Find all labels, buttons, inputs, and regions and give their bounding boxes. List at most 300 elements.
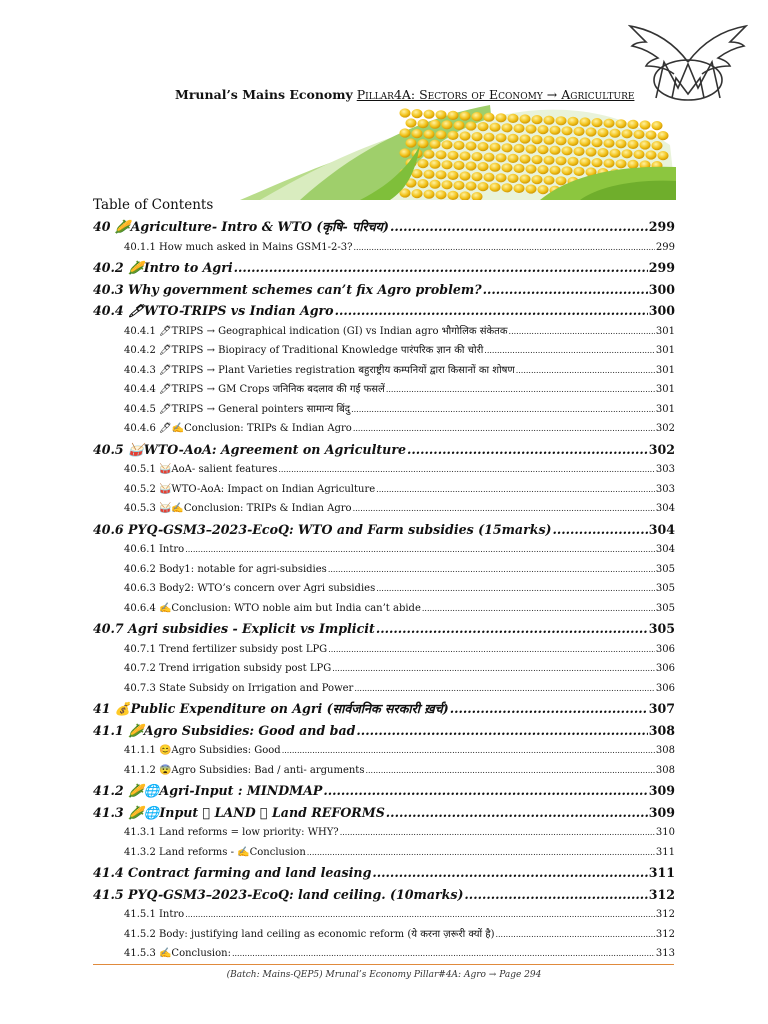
toc-page-number: 301: [655, 325, 675, 337]
toc-page-number: 305: [655, 602, 675, 614]
toc-subentry[interactable]: [93, 419, 675, 439]
corn-kernel: [430, 180, 441, 189]
toc-page-number: 306: [655, 663, 675, 674]
corn-kernel: [430, 160, 441, 169]
toc-entry-label: 40.4.4 🖊TRIPS → GM Crops जनिनिक बदलाव की गई फसलें: [124, 384, 385, 395]
toc-entry-label: 40.6.3 Body2: WTO’s concern over Agri subsidies: [124, 583, 376, 594]
corn-kernel: [568, 157, 579, 166]
toc-subentry[interactable]: [93, 823, 675, 843]
toc-entry-label: 41.5.1 Intro: [124, 909, 185, 920]
toc-subentry[interactable]: [93, 560, 675, 580]
corn-kernel: [448, 151, 459, 160]
corn-kernel: [592, 158, 603, 167]
toc-leader-dots: [328, 640, 655, 660]
corn-kernel: [586, 147, 597, 156]
corn-kernel: [502, 123, 513, 132]
page-header-title: [175, 87, 634, 102]
corn-kernel: [454, 141, 465, 150]
corn-kernel: [616, 139, 627, 148]
toc-entry-label: 40.4.2 🖊TRIPS → Biopiracy of Traditional Knowledge पारंपरिक ज्ञान की चोरी: [124, 345, 484, 356]
toc-entry[interactable]: [93, 802, 675, 824]
toc-entry-label: 40.2 🌽Intro to Agri: [93, 260, 233, 275]
corn-kernel: [604, 159, 615, 168]
toc-page-number: 303: [655, 464, 675, 475]
corn-kernel: [460, 151, 471, 160]
corn-kernel: [538, 185, 549, 194]
toc-leader-dots: [483, 279, 648, 301]
toc-entry[interactable]: [93, 618, 675, 640]
toc-subentry[interactable]: [93, 925, 675, 945]
toc-entry-label: 40.7.2 Trend irrigation subsidy post LPG: [124, 663, 332, 674]
toc-entry-label: 41.5.3 ✍Conclusion:: [124, 948, 231, 959]
toc-leader-dots: [464, 884, 647, 906]
toc-entry-label: 41.1.1 😊Agro Subsidies: Good: [124, 745, 281, 756]
toc-leader-dots: [278, 460, 655, 480]
toc-entry-label: 40.6 PYQ-GSM3–2023-EcoQ: WTO and Farm subsidies (15marks): [93, 521, 552, 537]
corn-kernel: [418, 119, 429, 128]
toc-leader-dots: [484, 341, 655, 361]
corn-kernel: [436, 190, 447, 199]
corn-kernel: [574, 127, 585, 136]
toc-leader-dots: [328, 560, 655, 580]
corn-kernel: [658, 151, 669, 160]
corn-kernel: [520, 174, 531, 183]
toc-entry-label: 41.2 🌽🌐Agri-Input : MINDMAP: [93, 783, 323, 798]
corn-kernel: [658, 131, 669, 140]
toc-page-number: 308: [655, 745, 675, 756]
toc-page-number: 299: [655, 241, 675, 253]
corn-kernel: [448, 191, 459, 200]
corn-kernel: [520, 134, 531, 143]
corn-kernel: [586, 127, 597, 136]
toc-entry-label: 40.5.1 🥁AoA- salient features: [124, 464, 278, 475]
toc-entry-label: 40.6.1 Intro: [124, 544, 185, 555]
corn-kernel: [514, 184, 525, 193]
corn-kernel: [466, 161, 477, 170]
corn-kernel: [520, 154, 531, 163]
corn-kernel: [562, 126, 573, 135]
toc-leader-dots: [335, 300, 648, 322]
corn-kernel: [508, 174, 519, 183]
toc-page-number: 304: [655, 544, 675, 555]
toc-leader-dots: [376, 618, 648, 640]
toc-entry[interactable]: [93, 519, 675, 541]
toc-leader-dots: [340, 823, 655, 843]
corn-kernel: [562, 166, 573, 175]
corn-kernel: [526, 164, 537, 173]
corn-kernel: [604, 139, 615, 148]
toc-subentry[interactable]: [93, 480, 675, 500]
corn-kernel: [454, 121, 465, 130]
corn-kernel: [442, 140, 453, 149]
toc-leader-dots: [307, 843, 655, 863]
corn-kernel: [568, 137, 579, 146]
corn-kernel: [424, 150, 435, 159]
toc-entry-label: 40.7 Agri subsidies - Explicit vs Implicit: [93, 621, 375, 636]
toc-leader-dots: [386, 802, 648, 824]
corn-kernel: [628, 140, 639, 149]
corn-kernel: [568, 117, 579, 126]
toc-entry-label: 40.6.2 Body1: notable for agri-subsidies: [124, 563, 327, 575]
corn-kernel: [574, 167, 585, 176]
toc-page-number: 301: [655, 345, 675, 356]
corn-kernel: [598, 128, 609, 137]
toc-page-number: 300: [648, 303, 675, 318]
toc-leader-dots: [185, 905, 655, 925]
toc-entry[interactable]: [93, 279, 675, 301]
corn-kernel: [628, 160, 639, 169]
toc-subentry[interactable]: [93, 640, 675, 660]
toc-page-number: 312: [655, 928, 675, 940]
corn-kernel: [634, 150, 645, 159]
corn-kernel: [544, 176, 555, 185]
toc-leader-dots: [354, 679, 655, 699]
corn-kernel: [412, 129, 423, 138]
corn-kernel: [538, 145, 549, 154]
corn-kernel: [406, 138, 417, 147]
toc-subentry[interactable]: [93, 599, 675, 619]
corn-kernel: [460, 171, 471, 180]
corn-kernel: [400, 108, 411, 117]
corn-kernel: [526, 184, 537, 193]
corn-kernel: [442, 160, 453, 169]
corn-kernel: [472, 152, 483, 161]
toc-leader-dots: [407, 439, 648, 461]
toc-entry-label: 40 🌽Agriculture- Intro & WTO (कृषि- परिचय): [93, 219, 389, 234]
toc-leader-dots: [232, 944, 655, 964]
corn-kernel: [508, 134, 519, 143]
corn-kernel: [550, 126, 561, 135]
toc-page-number: 304: [648, 521, 675, 537]
corn-kernel: [616, 119, 627, 128]
toc-subentry[interactable]: [93, 679, 675, 699]
corn-kernel: [412, 109, 423, 118]
corn-kernel: [478, 182, 489, 191]
toc-page-number: 313: [655, 948, 675, 959]
toc-leader-dots: [323, 780, 647, 802]
footer-rule: [93, 964, 674, 965]
corn-kernel: [436, 170, 447, 179]
toc-leader-dots: [386, 380, 655, 400]
toc-subentry[interactable]: [93, 238, 675, 258]
toc-subentry[interactable]: [93, 341, 675, 361]
toc-leader-dots: [422, 599, 655, 619]
corn-kernel: [532, 175, 543, 184]
corn-kernel: [556, 176, 567, 185]
header-pillar-link: Pillar4A: Sectors of Economy → Agriculture: [356, 87, 635, 102]
corn-kernel: [538, 165, 549, 174]
corn-kernel: [496, 113, 507, 122]
toc-entry-label: 41.5 PYQ-GSM3–2023-EcoQ: land ceiling. (10marks): [93, 886, 464, 902]
corn-kernel: [424, 130, 435, 139]
corn-kernel: [484, 153, 495, 162]
toc-page-number: 311: [655, 846, 675, 858]
corn-kernel: [526, 124, 537, 133]
toc-leader-dots: [390, 216, 648, 238]
corn-kernel: [454, 181, 465, 190]
toc-entry[interactable]: [93, 698, 675, 720]
toc-entry[interactable]: [93, 780, 675, 802]
corn-kernel: [442, 120, 453, 129]
corn-kernel: [436, 130, 447, 139]
toc-page-number: 312: [648, 886, 675, 902]
corn-kernel: [514, 164, 525, 173]
toc-page-number: 308: [648, 722, 675, 738]
toc-page-number: 307: [648, 701, 675, 716]
toc-leader-dots: [356, 720, 647, 742]
corn-kernel: [538, 125, 549, 134]
toc-entry-label: 40.4.6 🖊✍Conclusion: TRIPs & Indian Agro: [124, 423, 352, 434]
table-of-contents: [93, 216, 675, 964]
corn-kernel: [592, 118, 603, 127]
corn-kernel: [544, 136, 555, 145]
toc-page-number: 309: [648, 783, 675, 798]
corn-kernel: [496, 153, 507, 162]
toc-entry-label: 41.1.2 😨Agro Subsidies: Bad / anti- arguments: [124, 764, 365, 776]
corn-kernel: [646, 130, 657, 139]
toc-leader-dots: [353, 419, 655, 439]
corn-kernel: [442, 180, 453, 189]
corn-kernel: [400, 128, 411, 137]
toc-subentry[interactable]: [93, 761, 675, 781]
toc-subentry[interactable]: [93, 460, 675, 480]
corn-kernel: [418, 179, 429, 188]
toc-entry-label: 40.5.2 🥁WTO-AoA: Impact on Indian Agriculture: [124, 483, 376, 495]
corn-kernel: [580, 117, 591, 126]
toc-page-number: 301: [655, 403, 675, 415]
corn-kernel: [556, 136, 567, 145]
corn-kernel: [544, 116, 555, 125]
corn-kernel: [610, 149, 621, 158]
corn-kernel: [436, 110, 447, 119]
corn-kernel: [508, 114, 519, 123]
corn-kernel: [424, 170, 435, 179]
corn-kernel: [532, 135, 543, 144]
corn-kernel: [448, 171, 459, 180]
toc-leader-dots: [332, 659, 655, 679]
corn-kernel: [490, 163, 501, 172]
toc-leader-dots: [553, 519, 648, 541]
toc-page-number: 304: [655, 503, 675, 514]
toc-subentry[interactable]: [93, 400, 675, 420]
toc-subentry[interactable]: [93, 944, 675, 964]
corn-kernel: [652, 141, 663, 150]
corn-kernel: [562, 146, 573, 155]
corn-kernel: [544, 156, 555, 165]
corn-kernel: [472, 132, 483, 141]
toc-entry[interactable]: [93, 720, 675, 742]
toc-leader-dots: [495, 925, 654, 945]
toc-page-number: 299: [648, 219, 675, 234]
toc-leader-dots: [185, 540, 655, 560]
corn-kernel: [580, 157, 591, 166]
toc-subentry[interactable]: [93, 380, 675, 400]
toc-entry-label: 40.4.5 🖊TRIPS → General pointers सामान्य बिंदु: [124, 403, 351, 415]
corn-kernel: [472, 172, 483, 181]
toc-entry-label: 41.4 Contract farming and land leasing: [93, 865, 372, 880]
corn-kernel: [424, 110, 435, 119]
corn-kernel: [502, 163, 513, 172]
corn-kernel: [628, 120, 639, 129]
toc-entry-label: 40.5 🥁WTO-AoA: Agreement on Agriculture: [93, 441, 406, 457]
toc-page-number: 308: [655, 764, 675, 776]
toc-leader-dots: [354, 238, 655, 258]
toc-page-number: 311: [648, 865, 675, 880]
toc-entry-label: 41 💰Public Expenditure on Agri (सार्वजनिक सरकारी ख़र्च): [93, 701, 449, 716]
toc-leader-dots: [509, 322, 655, 342]
corn-kernel: [406, 118, 417, 127]
corn-kernel: [580, 137, 591, 146]
toc-leader-dots: [365, 761, 654, 781]
corn-kernel: [490, 123, 501, 132]
corn-kernel: [400, 148, 411, 157]
toc-entry-label: 40.3 Why government schemes can’t fix Agro problem?: [93, 281, 482, 297]
toc-page-number: 305: [655, 583, 675, 594]
toc-subentry[interactable]: [93, 905, 675, 925]
toc-page-number: 312: [655, 909, 675, 920]
toc-page-number: 302: [648, 441, 675, 457]
corn-kernel: [532, 115, 543, 124]
corn-kernel: [550, 146, 561, 155]
corn-kernel: [556, 156, 567, 165]
toc-page-number: 306: [655, 682, 675, 694]
toc-page-number: 309: [648, 804, 675, 820]
toc-entry-label: 40.6.4 ✍Conclusion: WTO noble aim but India can’t abide: [124, 602, 421, 614]
corn-kernel: [478, 142, 489, 151]
toc-subentry[interactable]: [93, 659, 675, 679]
toc-entry-label: 41.3 🌽🌐Input ⃞ LAND ⃞ Land REFORMS: [93, 804, 385, 820]
header-brand: Mrunal’s Mains Economy: [175, 87, 353, 102]
toc-entry-label: 40.7.1 Trend fertilizer subsidy post LPG: [124, 643, 328, 655]
corn-kernel: [508, 154, 519, 163]
toc-entry[interactable]: [93, 862, 675, 884]
corn-kernel: [526, 144, 537, 153]
toc-leader-dots: [450, 698, 648, 720]
corn-kernel: [424, 190, 435, 199]
toc-subentry[interactable]: [93, 843, 675, 863]
toc-subentry[interactable]: [93, 499, 675, 519]
corn-kernel: [556, 116, 567, 125]
corn-kernel: [622, 149, 633, 158]
page-footer: (Batch: Mains-QEP5) Mrunal’s Economy Pillar#4A: Agro → Page 294: [226, 970, 542, 980]
corn-kernel: [646, 150, 657, 159]
corn-kernel: [652, 121, 663, 130]
corn-kernel: [484, 113, 495, 122]
corn-kernel: [430, 140, 441, 149]
toc-entry[interactable]: [93, 216, 675, 238]
toc-entry-label: 40.5.3 🥁✍Conclusion: TRIPs & Indian Agro: [124, 503, 352, 514]
toc-page-number: 299: [648, 260, 675, 275]
toc-leader-dots: [376, 579, 655, 599]
toc-leader-dots: [376, 480, 655, 500]
corn-kernel: [640, 120, 651, 129]
corn-kernel: [454, 161, 465, 170]
corn-kernel: [496, 173, 507, 182]
corn-kernel: [490, 143, 501, 152]
corn-kernel: [514, 124, 525, 133]
toc-page-number: 306: [655, 643, 675, 655]
winged-m-logo-icon: [628, 22, 748, 102]
toc-subentry[interactable]: [93, 741, 675, 761]
toc-page-number: 305: [648, 621, 675, 636]
corn-kernel: [592, 138, 603, 147]
corn-kernel: [460, 131, 471, 140]
corn-kernel: [610, 129, 621, 138]
toc-entry-label: 41.3.1 Land reforms = low priority: WHY?: [124, 827, 339, 838]
toc-page-number: 301: [655, 384, 675, 395]
corn-kernel: [484, 133, 495, 142]
toc-entry-label: 41.1 🌽Agro Subsidies: Good and bad: [93, 722, 356, 738]
toc-entry-label: 40.4.1 🖊TRIPS → Geographical indication (GI) vs Indian agro भौगोलिक संकेतक: [124, 325, 508, 337]
corn-cob-image: [240, 105, 676, 200]
toc-entry-label: 41.3.2 Land reforms - ✍Conclusion: [124, 846, 306, 858]
toc-entry[interactable]: [93, 257, 675, 279]
toc-entry[interactable]: [93, 884, 675, 906]
corn-kernel: [430, 120, 441, 129]
corn-kernel: [478, 122, 489, 131]
corn-kernel: [460, 111, 471, 120]
corn-kernel: [418, 159, 429, 168]
toc-page-number: 302: [655, 423, 675, 434]
corn-kernel: [502, 143, 513, 152]
toc-leader-dots: [516, 361, 655, 381]
corn-kernel: [484, 173, 495, 182]
toc-heading: Table of Contents: [93, 197, 214, 213]
toc-page-number: 301: [655, 364, 675, 376]
corn-kernel: [634, 130, 645, 139]
toc-leader-dots: [353, 499, 655, 519]
toc-page-number: 305: [655, 563, 675, 575]
toc-subentry[interactable]: [93, 322, 675, 342]
corn-kernel: [448, 111, 459, 120]
corn-kernel: [472, 112, 483, 121]
corn-kernel: [466, 121, 477, 130]
corn-kernel: [520, 114, 531, 123]
toc-subentry[interactable]: [93, 579, 675, 599]
toc-leader-dots: [372, 862, 647, 884]
corn-kernel: [502, 183, 513, 192]
toc-page-number: 300: [648, 281, 675, 297]
toc-entry[interactable]: [93, 300, 675, 322]
corn-kernel: [496, 133, 507, 142]
toc-entry-label: 41.5.2 Body: justifying land ceiling as economic reform (ये करना ज़रूरी क्यों है): [124, 928, 495, 940]
corn-kernel: [532, 155, 543, 164]
corn-kernel: [448, 131, 459, 140]
corn-kernel: [574, 147, 585, 156]
corn-kernel: [478, 162, 489, 171]
toc-subentry[interactable]: [93, 361, 675, 381]
toc-entry-label: 40.1.1 How much asked in Mains GSM1-2-3?: [124, 241, 353, 253]
toc-page-number: 303: [655, 483, 675, 495]
corn-kernel: [412, 189, 423, 198]
corn-kernel: [640, 140, 651, 149]
corn-kernel: [622, 129, 633, 138]
corn-kernel: [598, 148, 609, 157]
toc-leader-dots: [282, 741, 655, 761]
toc-entry-label: 40.4.3 🖊TRIPS → Plant Varieties registration बहुराष्ट्रीय कम्पनियों द्वारा किसानों का शोषण: [124, 364, 515, 376]
toc-subentry[interactable]: [93, 540, 675, 560]
corn-kernel: [604, 119, 615, 128]
toc-entry-label: 40.7.3 State Subsidy on Irrigation and Power: [124, 682, 354, 694]
corn-kernel: [490, 183, 501, 192]
corn-kernel: [514, 144, 525, 153]
toc-entry[interactable]: [93, 439, 675, 461]
corn-kernel: [466, 181, 477, 190]
corn-kernel: [436, 150, 447, 159]
corn-kernel: [466, 141, 477, 150]
toc-leader-dots: [351, 400, 655, 420]
toc-page-number: 310: [655, 827, 675, 838]
